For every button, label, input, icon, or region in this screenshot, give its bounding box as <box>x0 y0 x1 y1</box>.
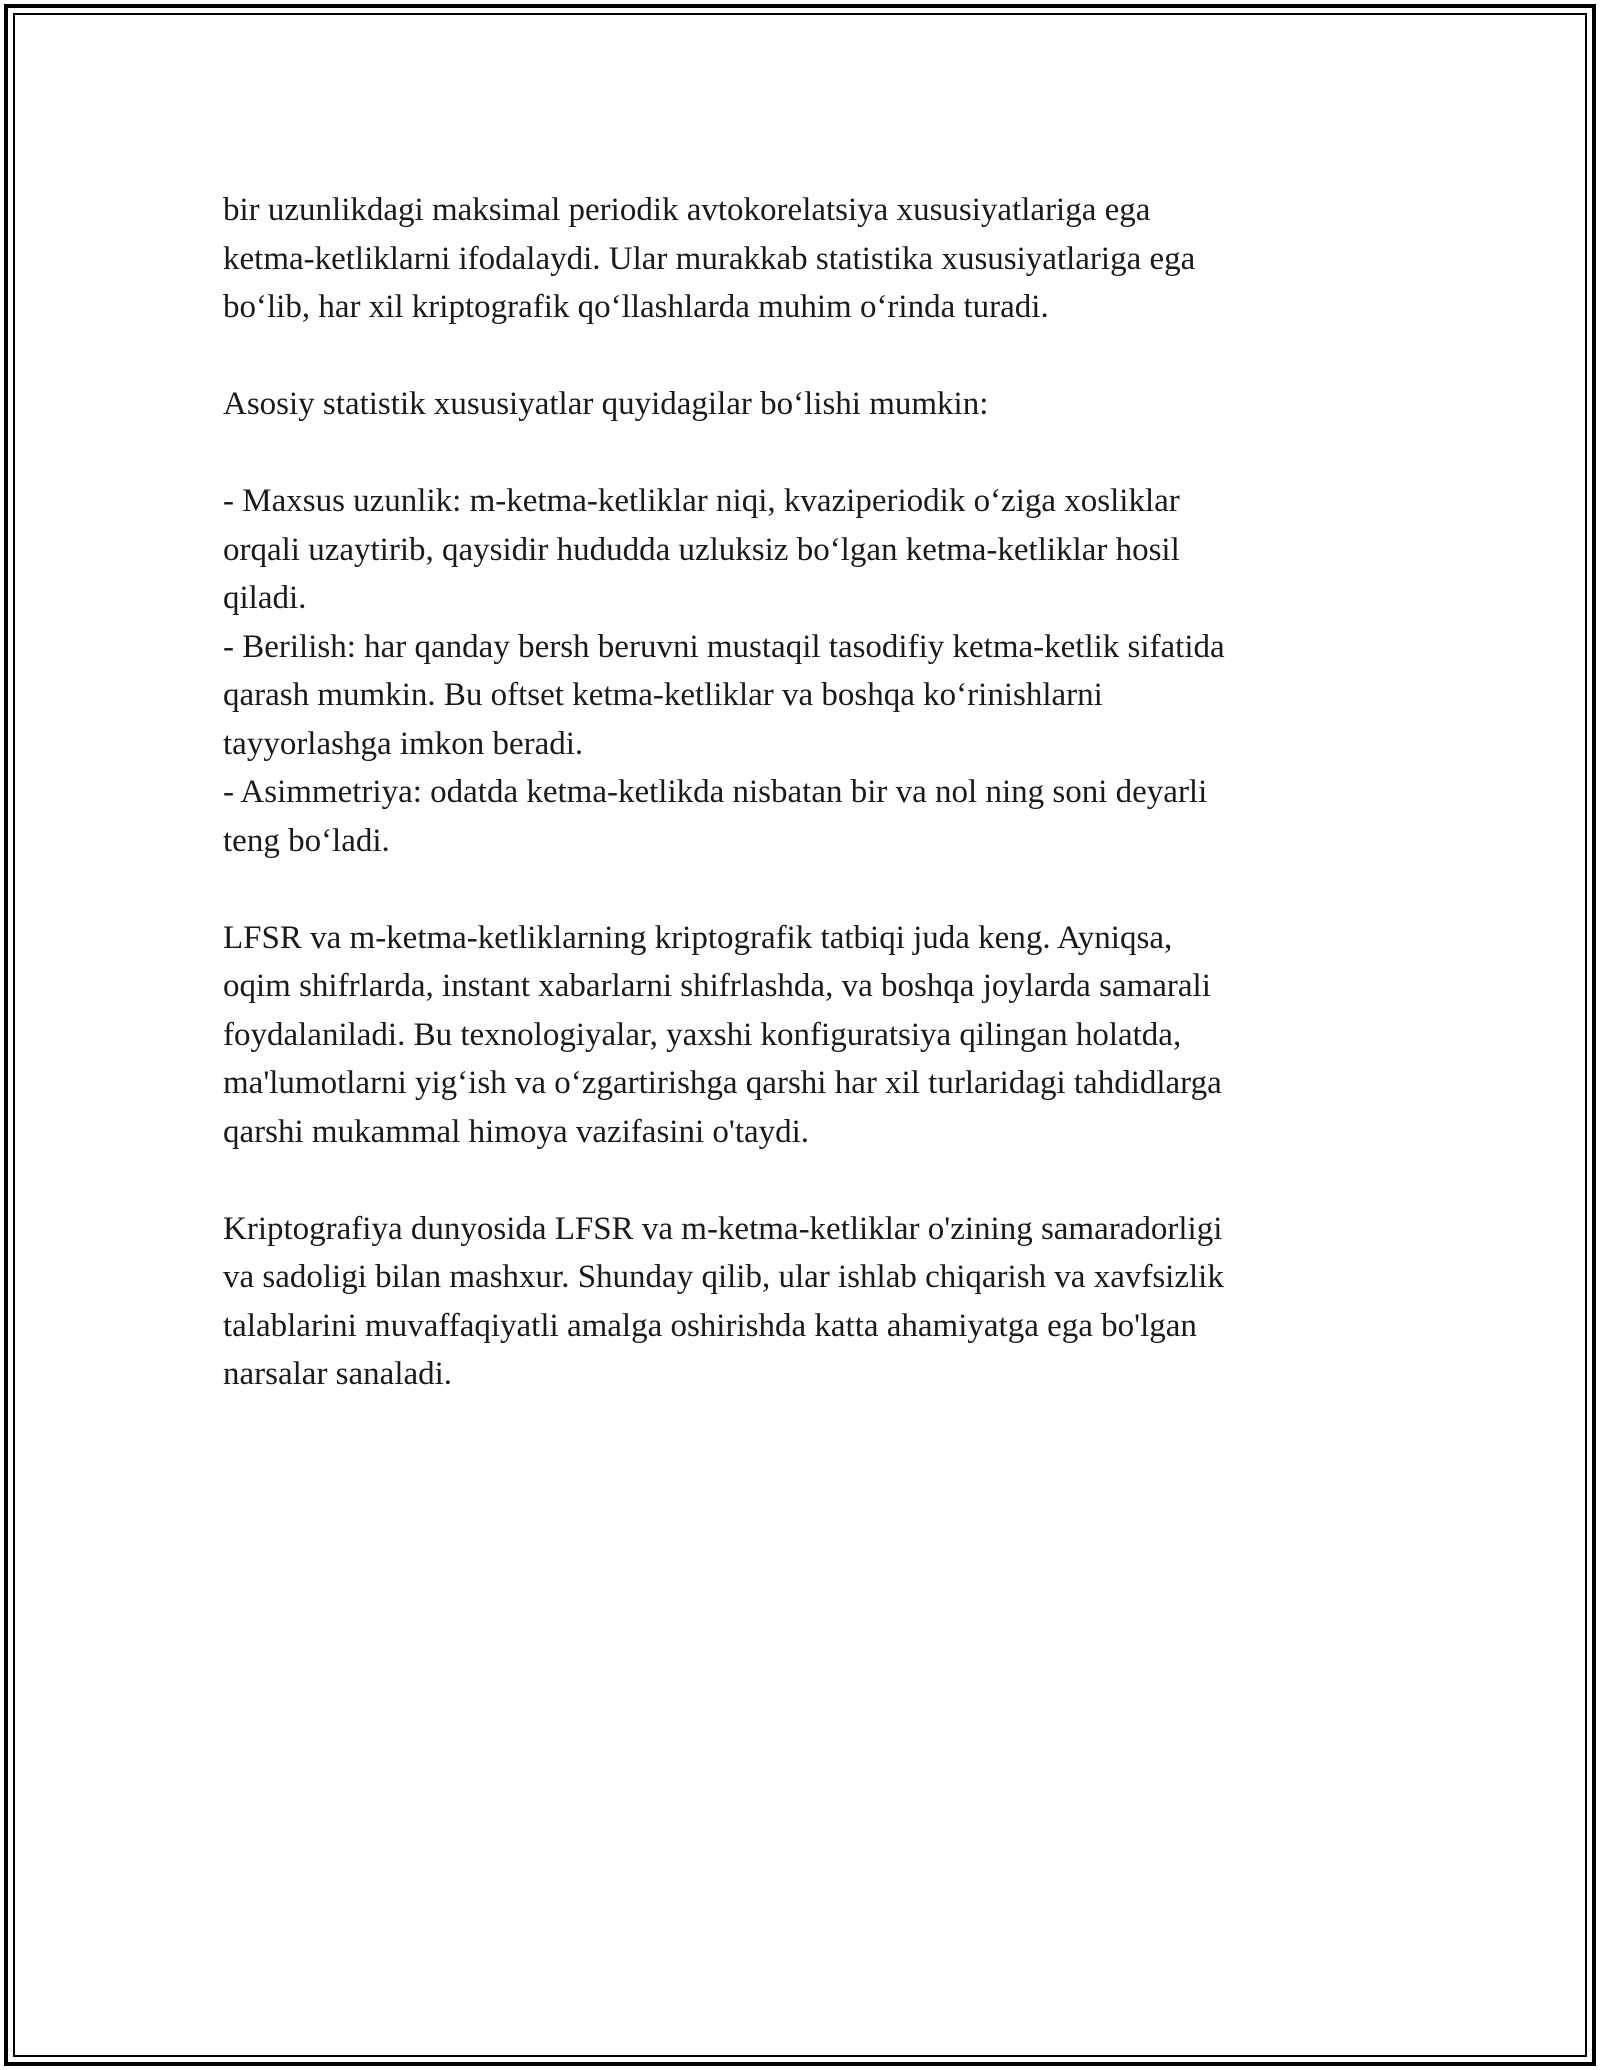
paragraph-applications: LFSR va m-ketma-ketliklarning kriptografik tatbiqi juda keng. Ayniqsa, oqim shifrlarda, instant xabarlarni shifrlashda, va boshqa joylarda samarali foydalaniladi. Bu texnologiyalar, yaxshi konfiguratsiya qilingan holatda, ma'lumotlarni yig‘ish va o‘zgartirishga qarshi har xil turlaridagi tahdidlarga qarshi mukammal himoya vazifasini o'taydi. <box>223 919 1222 1150</box>
paragraph-gap <box>223 429 1373 478</box>
paragraph-gap <box>223 1156 1373 1205</box>
paragraph-intro: bir uzunlikdagi maksimal periodik avtokorelatsiya xususiyatlariga ega ketma-ketliklarni ifodalaydi. Ular murakkab statistika xususiyatlariga ega bo‘lib, har xil kriptografik qo‘llashlarda muhim o‘rinda turadi. <box>223 192 1196 325</box>
paragraph-gap <box>223 332 1373 381</box>
paragraph-conclusion: Kriptografiya dunyosida LFSR va m-ketma-ketliklar o'zining samaradorligi va sadoligi bilan mashxur. Shunday qilib, ular ishlab chiqarish va xavfsizlik talablarini muvaffaqiyatli amalga oshirishda katta ahamiyatga ega bo'lgan narsalar sanaladi. <box>223 1210 1224 1392</box>
paragraph-properties-list: - Maxsus uzunlik: m-ketma-ketliklar niqi, kvaziperiodik o‘ziga xosliklar orqali uzaytirib, qaysidir hududda uzluksiz bo‘lgan ketma-ketliklar hosil qiladi. - Berilish: har qanday bersh beruvni mustaqil tasodifiy ketma-ketlik sifatida qarash mumkin. Bu oftset ketma-ketliklar va boshqa ko‘rinishlarni tayyorlashga imkon beradi. - Asimmetriya: odatda ketma-ketlikda nisbatan bir va nol ning soni deyarli teng bo‘ladi. <box>223 483 1225 859</box>
document-body <box>223 186 1373 1399</box>
paragraph-properties-heading: Asosiy statistik xususiyatlar quyidagilar bo‘lishi mumkin: <box>223 386 989 422</box>
paragraph-gap <box>223 865 1373 914</box>
